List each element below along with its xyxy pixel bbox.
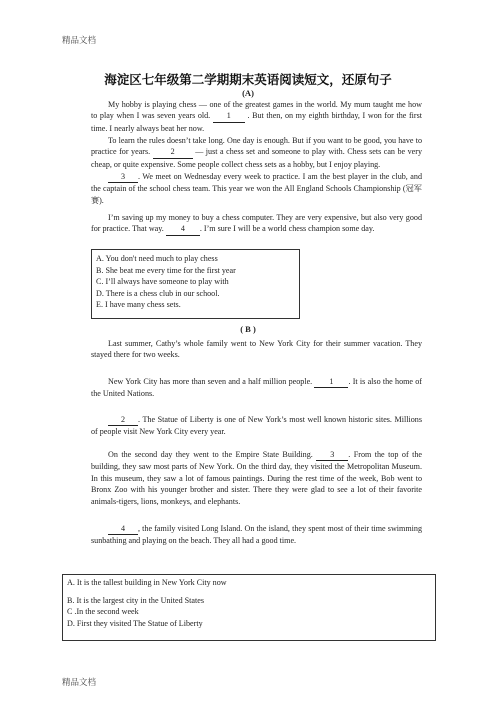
a-p1-text-a: My hobby is playing chess — one of the greatest games in the world. My mum taught me how to play when I was seven years old. xyxy=(91,100,422,121)
section-b-label: ( B ) xyxy=(240,324,256,334)
b-p4-text-b: . From the top of the building, they saw most parts of New York. On the third day, they visited the Metropolitan Museum. In this museum, they saw a lot of famous paintings. During the rest time of the week, Bob went to Bronx Zoo with his younger brother and sister. There they were glad to see a lot of their favorite animals-tigers, lions, monkeys, and elephants. xyxy=(91,450,423,506)
a-option-e: E. I have many chess sets. xyxy=(96,300,181,310)
a-blank-2[interactable]: 2 xyxy=(153,146,193,158)
a-p3-text: . We meet on Wednesday every week to practice. I am the best player in the club, and the captain of the school chess team. This year we won the All England Schools Championship (冠军赛). xyxy=(91,172,422,205)
a-blank-3[interactable]: 3 xyxy=(108,171,138,183)
a-p4-text-b: . I’m sure I will be a world chess champion some day. xyxy=(199,224,375,234)
section-a-paragraph-2 xyxy=(91,135,422,170)
b-p4-text-a: On the second day they went to the Empire State Building. xyxy=(108,450,313,459)
page-header: 精品文档 xyxy=(62,35,97,45)
page-footer: 精品文档 xyxy=(62,677,97,687)
a-p1-text-b: . But then, on my eighth birthday, I won for the first time. I nearly always beat her now. xyxy=(91,111,422,133)
b-p2-text-a: New York City has more than seven and a half million people. xyxy=(108,377,313,386)
b-option-b: B. It is the largest city in the United States xyxy=(67,595,204,605)
section-b-paragraph-4 xyxy=(91,449,422,507)
a-option-c: C. I’ll always have someone to play with xyxy=(96,277,229,287)
a-p2-text-a: To learn the rules doesn’t take long. One day is enough. But if you want to be good, you have to practice for years. xyxy=(91,136,422,157)
section-a-label: (A) xyxy=(242,88,254,98)
section-a-options-box xyxy=(91,249,300,319)
b-option-d: D. First they visited The Statue of Liberty xyxy=(67,618,203,628)
section-b-options-box xyxy=(62,574,436,641)
section-b-paragraph-1: Last summer, Cathy’s whole family went to New York City for their summer vacation. They stayed there for two weeks. xyxy=(91,339,422,360)
section-a-paragraph-3 xyxy=(91,171,422,206)
b-p5-text: , the family visited Long Island. On the island, they spent most of their time swimming sunbathing and playing on the beach. They all had a good time. xyxy=(91,524,422,546)
b-blank-4[interactable]: 4 xyxy=(108,523,138,535)
section-b-paragraph-2 xyxy=(91,376,422,400)
section-a-paragraph-4 xyxy=(91,212,422,236)
b-p2-text-b: . It is also the home of the United Nations. xyxy=(91,377,422,399)
section-b-paragraph-5 xyxy=(91,523,422,547)
b-option-c: C .In the second week xyxy=(67,607,139,617)
b-p3-text: . The Statue of Liberty is one of New York’s most well known historic sites. Millions of people visit New York City every year. xyxy=(91,415,422,437)
a-option-b: B. She beat me every time for the first year xyxy=(96,265,236,275)
section-a-paragraph-1 xyxy=(91,99,422,134)
a-p2-text-b: — just a chess set and someone to play with. Chess sets can be very cheap, or quite expensive. Some people collect chess sets as a hobby, but I enjoy playing. xyxy=(91,147,423,169)
b-blank-2[interactable]: 2 xyxy=(108,414,138,426)
a-p4-text-a: I’m saving up my money to buy a chess computer. They are very expensive, but also very good for practice. That way. xyxy=(91,213,422,234)
page-title: 海淀区七年级第二学期期末英语阅读短文，还原句子 xyxy=(104,72,392,87)
b-option-a: A. It is the tallest building in New York City now xyxy=(67,578,227,587)
a-blank-4[interactable]: 4 xyxy=(166,223,200,235)
a-option-a: A. You don't need much to play chess xyxy=(96,254,218,263)
section-b-paragraph-3 xyxy=(91,414,422,438)
b-blank-1[interactable]: 1 xyxy=(314,376,348,388)
a-blank-1[interactable]: 1 xyxy=(213,110,245,122)
b-blank-3[interactable]: 3 xyxy=(316,449,348,461)
a-option-d: D. There is a chess club in our school. xyxy=(96,288,220,298)
